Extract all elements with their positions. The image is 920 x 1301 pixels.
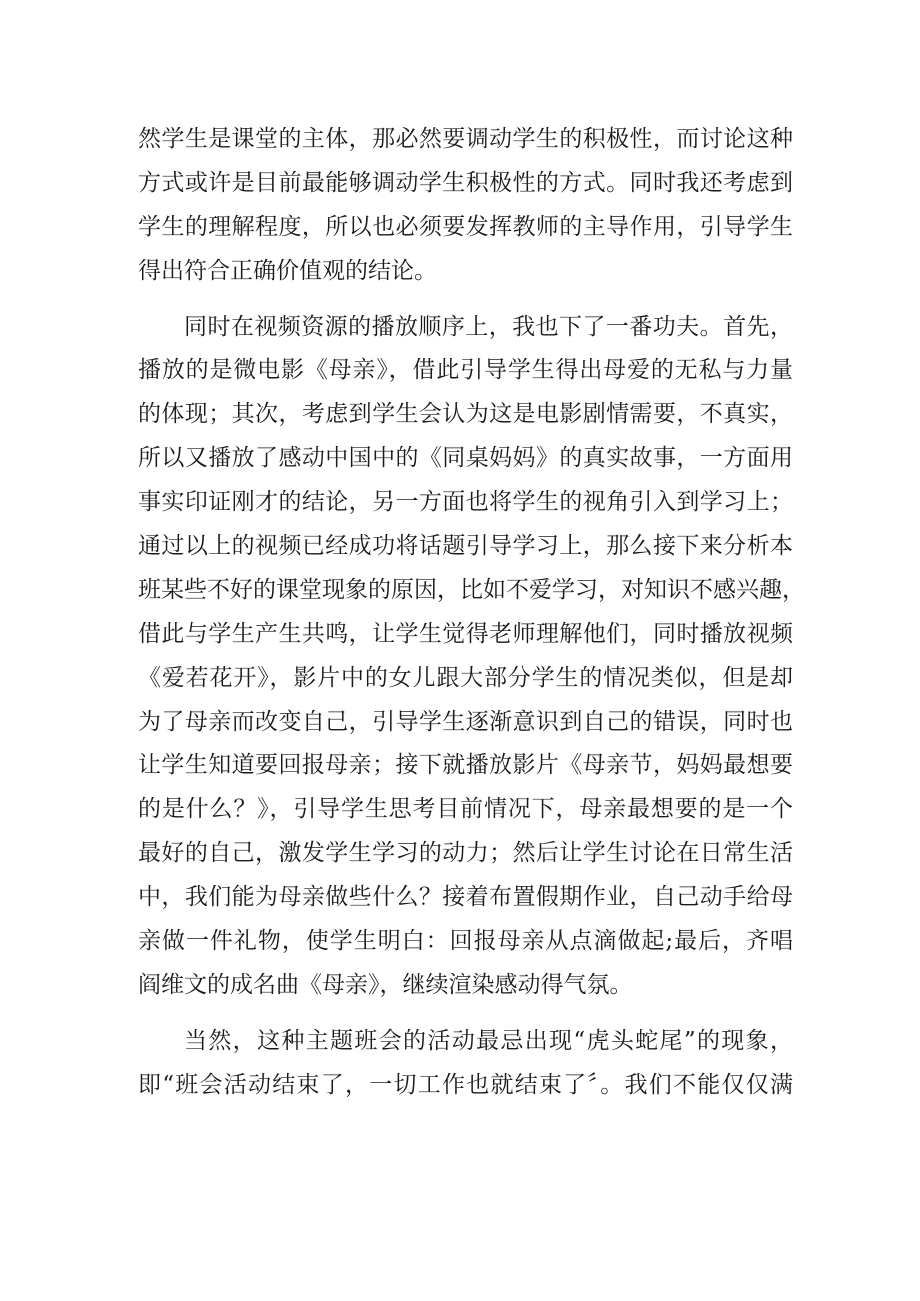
text-line: 即“班会活动结束了，一切工作也就结束了〞。我们不能仅仅满 (138, 1071, 793, 1098)
text-line: 亲做一件礼物，使学生明白：回报母亲从点滴做起;最后，齐唱 (138, 928, 793, 955)
text-line: 方式或许是目前最能够调动学生积极性的方式。同时我还考虑到 (138, 169, 793, 196)
text-line: 借此与学生产生共鸣，让学生觉得老师理解他们，同时播放视频 (138, 620, 793, 647)
text-line: 通过以上的视频已经成功将话题引导学习上，那么接下来分析本 (138, 533, 793, 560)
text-line: 所以又播放了感动中国中的《同桌妈妈》的真实故事，一方面用 (138, 445, 793, 472)
text-line: 播放的是微电影《母亲》，借此引导学生得出母爱的无私与力量 (138, 357, 793, 384)
paragraph (138, 118, 793, 294)
text-line: 学生的理解程度，所以也必须要发挥教师的主导作用，引导学生 (138, 213, 793, 240)
text-line: 让学生知道要回报母亲；接下就播放影片《母亲节，妈妈最想要 (138, 752, 793, 779)
text-line: 事实印证刚才的结论，另一方面也将学生的视角引入到学习上； (138, 489, 793, 516)
text-line: 《爱若花开》，影片中的女儿跟大部分学生的情况类似，但是却 (138, 664, 793, 691)
paragraph-spacer (138, 1008, 793, 1020)
text-line: 最好的自己，激发学生学习的动力；然后让学生讨论在日常生活 (138, 840, 793, 867)
paragraph-spacer (138, 294, 793, 306)
paragraph (138, 1020, 793, 1108)
body-text (138, 118, 805, 1108)
text-line: 为了母亲而改变自己，引导学生逐渐意识到自己的错误，同时也 (138, 708, 793, 735)
text-line: 中，我们能为母亲做些什么？接着布置假期作业，自己动手给母 (138, 884, 793, 911)
text-line: 的是什么？》，引导学生思考目前情况下，母亲最想要的是一个 (138, 796, 793, 823)
text-line: 的体现；其次，考虑到学生会认为这是电影剧情需要，不真实， (138, 401, 793, 428)
text-line: 阎维文的成名曲《母亲》，继续渲染感动得气氛。 (138, 971, 633, 998)
text-line: 同时在视频资源的播放顺序上，我也下了一番功夫。首先， (184, 313, 793, 340)
text-line: 得出符合正确价值观的结论。 (138, 257, 437, 284)
text-line: 当然，这种主题班会的活动最忌出现“虎头蛇尾”的现象， (184, 1027, 793, 1054)
text-line: 班某些不好的课堂现象的原因，比如不爱学习，对知识不感兴趣， (138, 576, 805, 603)
paragraph (138, 306, 805, 1008)
text-line: 然学生是课堂的主体，那必然要调动学生的积极性，而讨论这种 (138, 126, 793, 152)
